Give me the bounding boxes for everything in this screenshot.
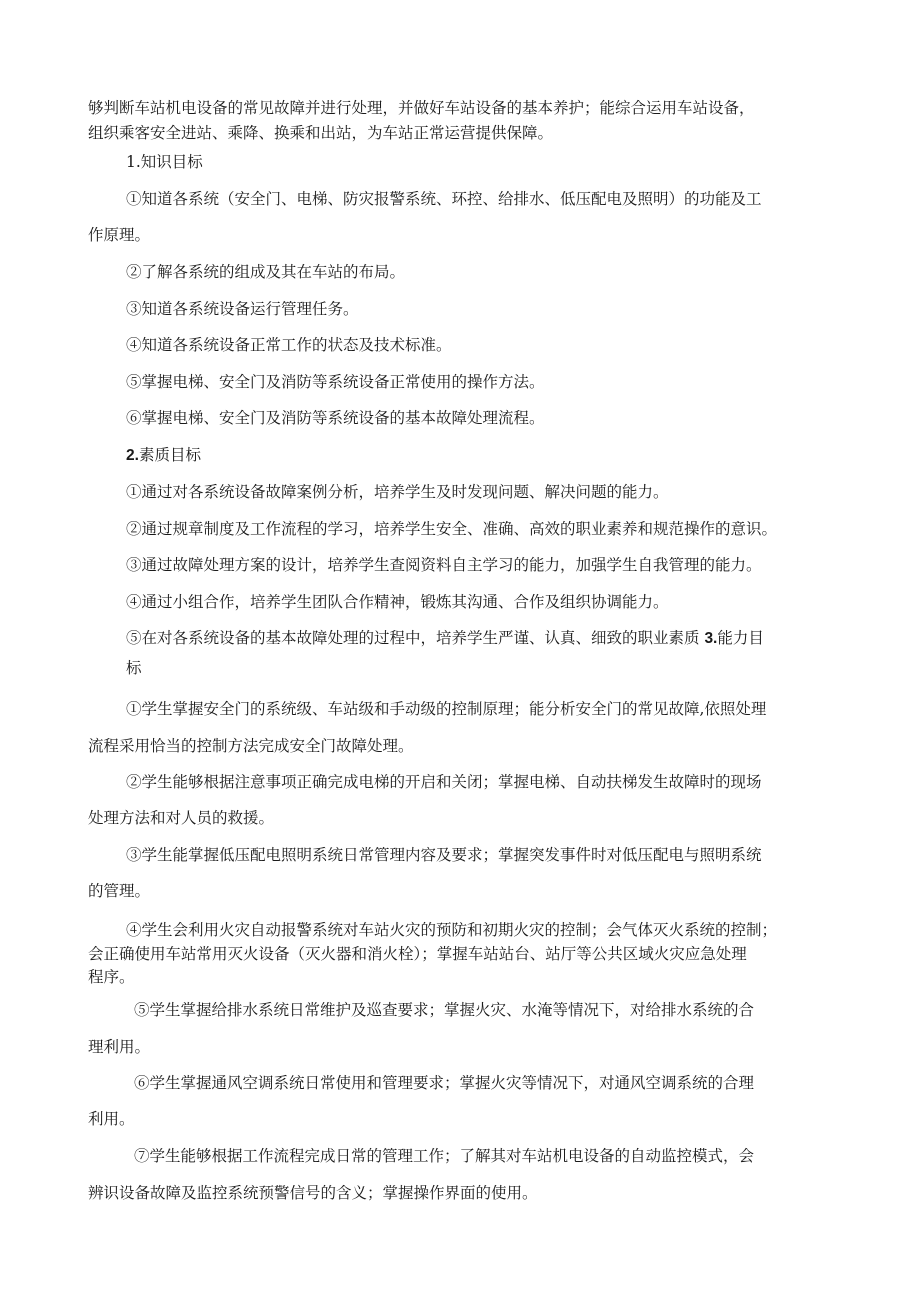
ability-item: 辨识设备故障及监控系统预警信号的含义；掌握操作界面的使用。 bbox=[88, 1184, 538, 1202]
ability-heading-text: 标 bbox=[126, 659, 142, 677]
quality-item: ⑤在对各系统设备的基本故障处理的过程中，培养学生严谨、认真、细致的职业素质 bbox=[126, 629, 705, 647]
quality-heading-text: 素质目标 bbox=[138, 446, 201, 464]
knowledge-item: ②了解各系统的组成及其在车站的布局。 bbox=[126, 263, 406, 281]
knowledge-item: ④知道各系统设备正常工作的状态及技术标准。 bbox=[126, 336, 452, 354]
ability-item: 理利用。 bbox=[88, 1038, 151, 1056]
ability-item: ④学生会利用火灾自动报警系统对车站火灾的预防和初期火灾的控制；会气体灭火系统的控制； bbox=[126, 921, 778, 939]
ability-item: 会正确使用车站常用灭火设备（灭火器和消火栓）；掌握车站站台、站厅等公共区域火灾应急处理 bbox=[88, 945, 747, 963]
ability-item: ③学生能掌握低压配电照明系统日常管理内容及要求；掌握突发事件时对低压配电与照明系统 bbox=[126, 846, 762, 864]
ability-item: 的管理。 bbox=[88, 882, 151, 900]
ability-item: ⑦学生能够根据工作流程完成日常的管理工作；了解其对车站机电设备的自动监控模式，会 bbox=[134, 1147, 755, 1165]
knowledge-item: 作原理。 bbox=[88, 226, 151, 244]
quality-item: ①通过对各系统设备故障案例分析，培养学生及时发现问题、解决问题的能力。 bbox=[126, 483, 669, 501]
knowledge-heading: 1.知识目标 bbox=[126, 153, 203, 171]
ability-item: ⑤学生掌握给排水系统日常维护及巡查要求；掌握火灾、水淹等情况下，对给排水系统的合 bbox=[134, 1001, 755, 1019]
ability-item: 利用。 bbox=[88, 1110, 135, 1128]
ability-item: 流程采用恰当的控制方法完成安全门故障处理。 bbox=[88, 737, 414, 755]
ability-item: ①学生掌握安全门的系统级、车站级和手动级的控制原理；能分析安全门的常见故障,依照处理 bbox=[126, 700, 767, 718]
ability-item: ⑥学生掌握通风空调系统日常使用和管理要求；掌握火灾等情况下，对通风空调系统的合理 bbox=[134, 1074, 755, 1092]
knowledge-item: ①知道各系统（安全门、电梯、防灾报警系统、环控、给排水、低压配电及照明）的功能及工 bbox=[126, 190, 762, 208]
quality-item: ④通过小组合作，培养学生团队合作精神，锻炼其沟通、合作及组织协调能力。 bbox=[126, 593, 669, 611]
knowledge-item: ⑤掌握电梯、安全门及消防等系统设备正常使用的操作方法。 bbox=[126, 373, 545, 391]
ability-item: 程序。 bbox=[88, 968, 135, 986]
intro-line: 够判断车站机电设备的常见故障并进行处理，并做好车站设备的基本养护；能综合运用车站设备， bbox=[88, 99, 755, 117]
ability-item: 处理方法和对人员的救援。 bbox=[88, 809, 275, 827]
quality-item-with-ability-heading bbox=[126, 626, 886, 648]
ability-heading-number: 3. bbox=[704, 630, 718, 647]
quality-heading-number: 2. bbox=[126, 447, 139, 464]
knowledge-item: ③知道各系统设备运行管理任务。 bbox=[126, 300, 359, 318]
knowledge-item: ⑥掌握电梯、安全门及消防等系统设备的基本故障处理流程。 bbox=[126, 409, 545, 427]
quality-item: ②通过规章制度及工作流程的学习，培养学生安全、准确、高效的职业素养和规范操作的意识。 bbox=[126, 520, 778, 538]
intro-line: 组织乘客安全进站、乘降、换乘和出站，为车站正常运营提供保障。 bbox=[88, 124, 554, 142]
ability-heading-text: 能力目 bbox=[717, 629, 764, 647]
quality-item: ③通过故障处理方案的设计，培养学生查阅资料自主学习的能力，加强学生自我管理的能力。 bbox=[126, 556, 762, 574]
ability-item: ②学生能够根据注意事项正确完成电梯的开启和关闭；掌握电梯、自动扶梯发生故障时的现场 bbox=[126, 773, 762, 791]
quality-heading bbox=[126, 443, 886, 465]
